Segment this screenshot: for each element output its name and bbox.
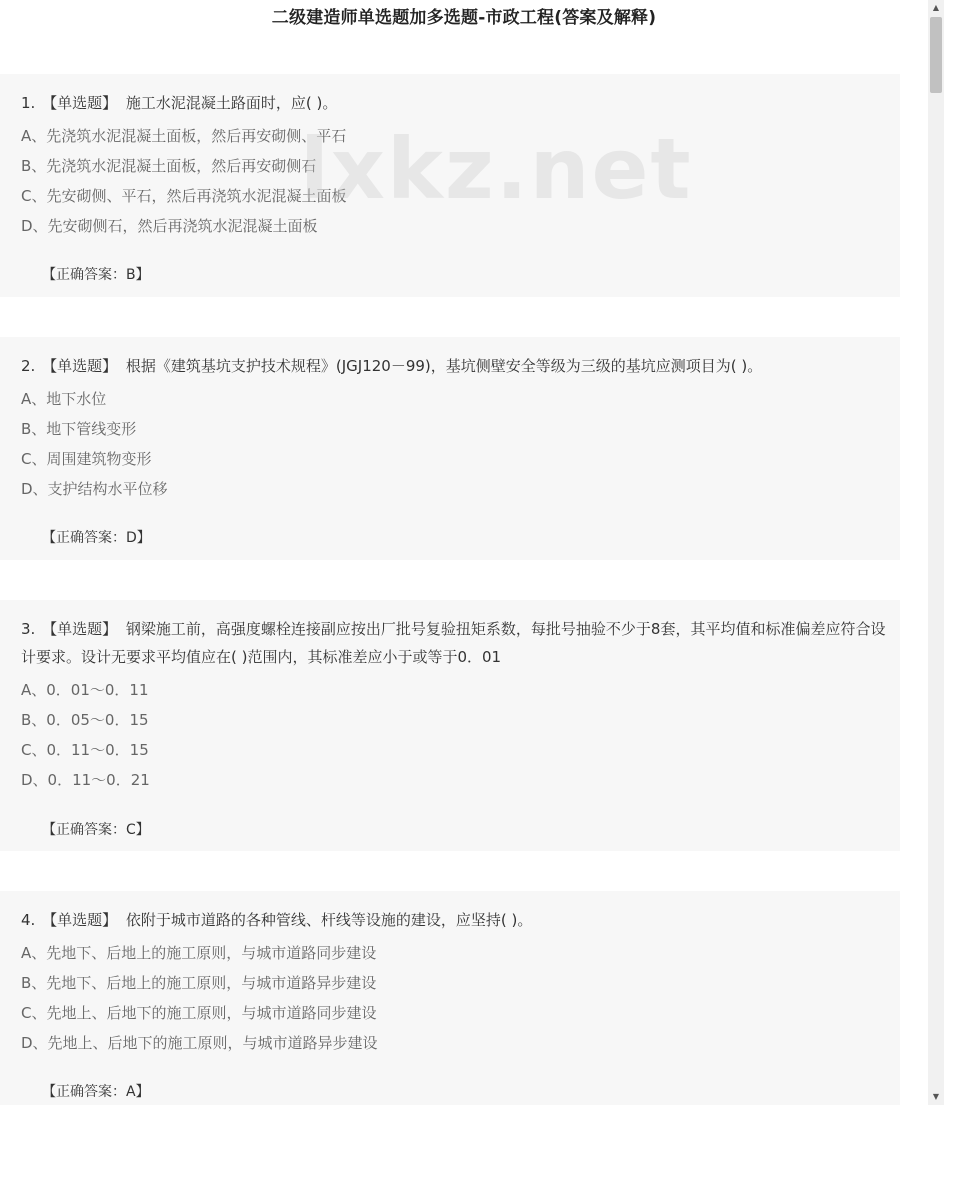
correct-answer: 【正确答案：A】 xyxy=(42,1084,150,1100)
option-d: D、先安砌侧石，然后再浇筑水泥混凝土面板 xyxy=(21,217,318,235)
option-c: C、0．11～0．15 xyxy=(21,741,149,759)
question-stem: 钢梁施工前，高强度螺栓连接副应按出厂批号复验扭矩系数，每批号抽验不少于8套，其平均值和标准偏差应符合设计要求。设计无要求平均值应在( )范围内，其标准差应小于或等于0．01 xyxy=(21,620,886,666)
question-text xyxy=(21,615,888,671)
question-number: 4. xyxy=(21,911,36,929)
option-d: D、先地上、后地下的施工原则，与城市道路异步建设 xyxy=(21,1034,378,1052)
watermark: lxkz.net xyxy=(300,120,693,218)
question-text xyxy=(21,906,888,934)
correct-answer: 【正确答案：D】 xyxy=(42,530,151,546)
question-card xyxy=(0,600,900,851)
correct-answer: 【正确答案：C】 xyxy=(42,822,150,838)
scroll-up-icon[interactable]: ▲ xyxy=(932,3,940,12)
question-number: 1. xyxy=(21,94,36,112)
option-list xyxy=(21,384,888,504)
question-number: 3. xyxy=(21,620,36,638)
option-b: B、先浇筑水泥混凝土面板，然后再安砌侧石 xyxy=(21,157,317,175)
option-c: C、先安砌侧、平石，然后再浇筑水泥混凝土面板 xyxy=(21,187,347,205)
option-b: B、地下管线变形 xyxy=(21,420,137,438)
option-a: A、先地下、后地上的施工原则，与城市道路同步建设 xyxy=(21,944,377,962)
option-list xyxy=(21,121,888,241)
option-c: C、先地上、后地下的施工原则，与城市道路同步建设 xyxy=(21,1004,377,1022)
option-c: C、周围建筑物变形 xyxy=(21,450,152,468)
page-title: 二级建造师单选题加多选题-市政工程(答案及解释) xyxy=(271,8,657,28)
question-type: 【单选题】 xyxy=(42,94,118,112)
option-list xyxy=(21,938,888,1058)
option-d: D、0．11～0．21 xyxy=(21,771,150,789)
option-a: A、0．01～0．11 xyxy=(21,681,149,699)
correct-answer: 【正确答案：B】 xyxy=(42,267,150,283)
question-type: 【单选题】 xyxy=(42,357,118,375)
question-card xyxy=(0,337,900,560)
vertical-scrollbar[interactable] xyxy=(928,0,944,1105)
question-stem: 根据《建筑基坑支护技术规程》(JGJ120－99)，基坑侧壁安全等级为三级的基坑应测项目为( )。 xyxy=(125,357,763,375)
option-a: A、先浇筑水泥混凝土面板，然后再安砌侧、平石 xyxy=(21,127,347,145)
option-b: B、0．05～0．15 xyxy=(21,711,149,729)
option-d: D、支护结构水平位移 xyxy=(21,480,168,498)
option-list xyxy=(21,675,888,795)
question-card xyxy=(0,74,900,297)
question-number: 2. xyxy=(21,357,36,375)
option-a: A、地下水位 xyxy=(21,390,107,408)
question-stem: 施工水泥混凝土路面时，应( )。 xyxy=(125,94,338,112)
question-stem: 依附于城市道路的各种管线、杆线等设施的建设，应坚持( )。 xyxy=(125,911,533,929)
question-text xyxy=(21,89,888,117)
option-b: B、先地下、后地上的施工原则，与城市道路异步建设 xyxy=(21,974,377,992)
scroll-down-icon[interactable]: ▼ xyxy=(932,1092,940,1101)
question-card xyxy=(0,891,900,1105)
scroll-thumb[interactable] xyxy=(930,17,942,93)
question-type: 【单选题】 xyxy=(42,911,118,929)
question-text xyxy=(21,352,888,380)
question-type: 【单选题】 xyxy=(42,620,118,638)
